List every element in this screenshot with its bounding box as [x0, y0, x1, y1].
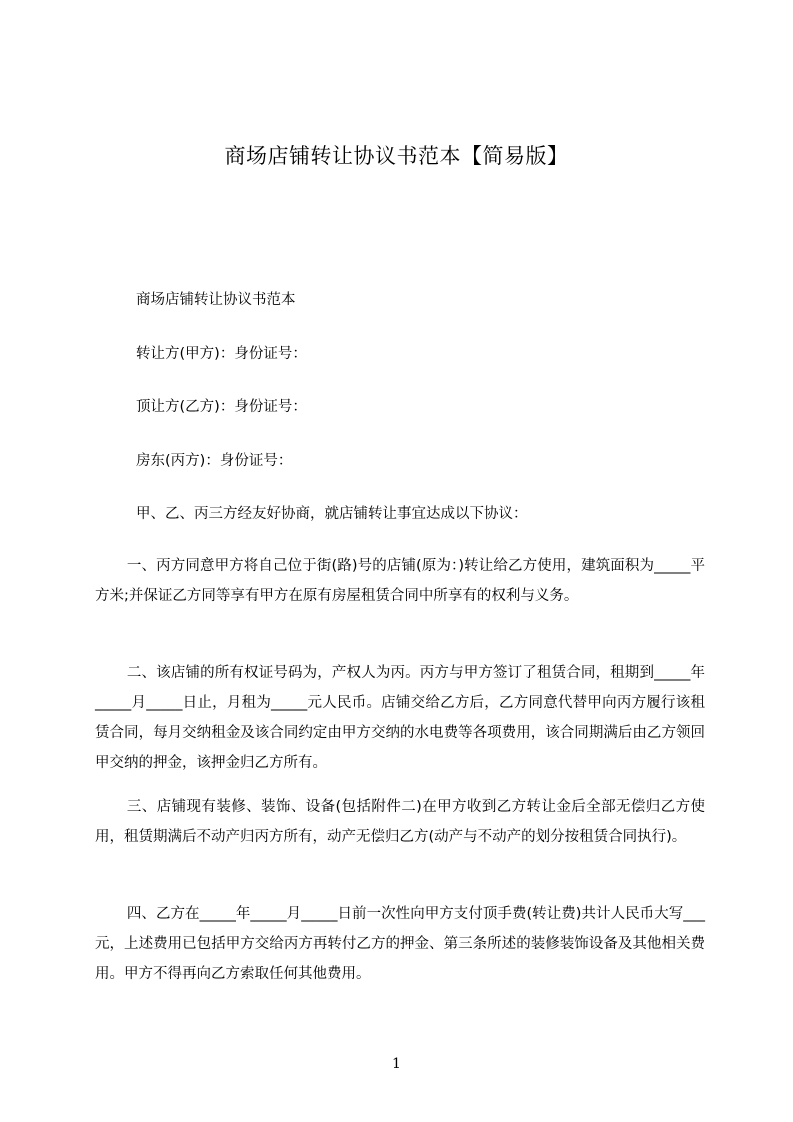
clause-2: 二、该店铺的所有权证号码为，产权人为丙。丙方与甲方签订了租赁合同，租期到_____年_____月_____日止，月租为_____元人民币。店铺交给乙方后，乙方同意代替甲向丙方履行该租赁合同，每月交纳租金及该合同约定由甲方交纳的水电费等各项费用，该合同期满后由乙方领回甲交纳的押金，该押金归乙方所有。 — [95, 665, 705, 771]
agreement-preamble: 甲、乙、丙三方经友好协商，就店铺转让事宜达成以下协议： — [136, 506, 528, 522]
page-number: 1 — [392, 1056, 401, 1072]
clause-1: 一、丙方同意甲方将自己位于街(路)号的店铺(原为：)转让给乙方使用，建筑面积为_____平方米;并保证乙方同等享有甲方在原有房屋租赁合同中所享有的权利与义务。 — [95, 558, 705, 604]
clause-4: 四、乙方在_____年_____月_____日前一次性向甲方支付顶手费(转让费)共计人民币大写___元，上述费用已包括甲方交给丙方再转付乙方的押金、第三条所述的装修装饰设备及其他相关费用。甲方不得再向乙方索取任何其他费用。 — [95, 906, 705, 982]
document-subtitle: 商场店铺转让协议书范本 — [136, 292, 296, 308]
party-transferor-line: 转让方(甲方)：身份证号： — [136, 346, 307, 362]
party-landlord-line: 房东(丙方)：身份证号： — [136, 453, 293, 469]
clause-3: 三、店铺现有装修、装饰、设备(包括附件二)在甲方收到乙方转让金后全部无偿归乙方使用，租赁期满后不动产归丙方所有，动产无偿归乙方(动产与不动产的划分按租赁合同执行)。 — [95, 799, 705, 845]
document-title: 商场店铺转让协议书范本【简易版】 — [224, 144, 569, 168]
party-transferee-line: 顶让方(乙方)：身份证号： — [136, 399, 307, 415]
